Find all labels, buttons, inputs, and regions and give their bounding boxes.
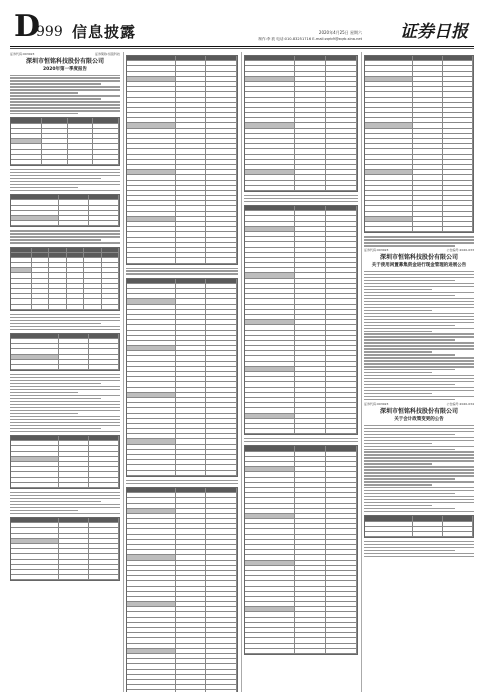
column-divider xyxy=(361,52,362,692)
text-line xyxy=(10,187,78,188)
text-line xyxy=(364,550,455,551)
text-line xyxy=(364,351,432,352)
data-table xyxy=(10,435,120,489)
table-cell xyxy=(89,575,119,580)
text-line xyxy=(364,239,474,240)
table-cell xyxy=(176,471,207,476)
table-grid xyxy=(127,488,237,692)
text-line xyxy=(10,101,120,102)
text-line xyxy=(364,502,474,503)
table-grid xyxy=(11,334,119,370)
text-line xyxy=(364,437,474,438)
text-line xyxy=(10,422,120,423)
text-line xyxy=(10,389,120,390)
text-line xyxy=(364,336,474,337)
table-cell xyxy=(326,186,357,191)
text-line xyxy=(10,380,120,381)
column-2 xyxy=(126,52,238,692)
table-cell xyxy=(127,471,176,476)
text-line xyxy=(364,339,455,340)
text-line xyxy=(10,107,120,108)
body-text-block xyxy=(10,230,120,243)
data-table xyxy=(364,55,474,233)
notice-number: 公告编号:2020-033 xyxy=(446,248,474,253)
text-line xyxy=(364,431,474,432)
text-line xyxy=(10,230,120,231)
table-cell xyxy=(84,305,101,310)
table-grid xyxy=(127,56,237,264)
table-cell xyxy=(102,305,119,310)
text-line xyxy=(10,181,120,182)
text-line xyxy=(10,239,101,240)
text-line xyxy=(10,184,120,185)
table-cell xyxy=(32,305,49,310)
text-line xyxy=(364,463,432,464)
table-cell xyxy=(206,258,237,263)
text-line xyxy=(10,374,120,375)
text-line xyxy=(364,472,474,473)
text-line xyxy=(364,366,474,367)
table-grid xyxy=(245,206,357,434)
text-line xyxy=(364,440,474,441)
table-grid xyxy=(11,436,119,488)
text-line xyxy=(364,434,455,435)
text-line xyxy=(10,498,120,499)
text-line xyxy=(364,316,474,317)
table-cell xyxy=(295,186,326,191)
stock-code: 证券代码:003023 xyxy=(364,402,389,407)
text-line xyxy=(10,242,120,243)
text-line xyxy=(10,326,120,327)
text-line xyxy=(10,492,120,493)
text-line xyxy=(10,428,101,429)
text-line xyxy=(364,283,474,284)
text-line xyxy=(364,556,474,557)
announcement-meta xyxy=(364,402,474,406)
text-line xyxy=(10,431,120,432)
text-line xyxy=(364,357,474,358)
text-line xyxy=(364,393,432,394)
table-cell xyxy=(127,690,176,692)
text-line xyxy=(364,449,455,450)
table-cell xyxy=(59,575,89,580)
text-line xyxy=(364,508,455,509)
text-line xyxy=(10,104,120,105)
text-line xyxy=(10,317,120,318)
text-line xyxy=(10,320,120,321)
text-line xyxy=(364,490,474,491)
text-line xyxy=(364,547,474,548)
body-text-block xyxy=(364,541,474,557)
text-line xyxy=(364,451,474,452)
masthead-rule-thin xyxy=(10,48,474,49)
text-line xyxy=(10,495,120,496)
data-table xyxy=(364,515,474,538)
table-cell xyxy=(68,160,94,165)
table-cell xyxy=(93,160,119,165)
text-line xyxy=(10,407,120,408)
text-line xyxy=(10,314,120,315)
table-cell xyxy=(413,227,443,232)
text-line xyxy=(10,413,78,414)
text-line xyxy=(364,443,432,444)
body-text-block xyxy=(364,236,474,246)
text-line xyxy=(10,190,120,191)
table-cell xyxy=(365,532,413,537)
text-line xyxy=(364,553,474,554)
table-grid xyxy=(365,516,473,537)
text-line xyxy=(10,507,120,508)
text-line xyxy=(364,544,474,545)
body-text-block xyxy=(126,480,238,484)
text-line xyxy=(364,310,432,311)
column-4 xyxy=(364,52,474,692)
table-cell xyxy=(245,649,295,654)
text-line xyxy=(10,92,78,93)
masthead-rule xyxy=(10,46,474,47)
body-text-block xyxy=(364,425,474,513)
section-number: 999 xyxy=(36,24,63,40)
table-cell xyxy=(59,365,89,370)
text-line xyxy=(364,360,474,361)
text-line xyxy=(10,95,120,96)
text-line xyxy=(126,268,238,269)
text-line xyxy=(364,390,474,391)
data-table xyxy=(244,205,358,435)
text-line xyxy=(10,178,101,179)
editor-contact: 制作:李 波 电话:010-83251716 E-mail:zqrb9@zqrb.sina.net xyxy=(258,37,362,41)
table-cell xyxy=(443,532,473,537)
table-cell xyxy=(11,160,42,165)
column-divider xyxy=(123,52,124,692)
text-line xyxy=(10,398,101,399)
text-line xyxy=(10,501,101,502)
text-line xyxy=(364,289,432,290)
text-line xyxy=(364,313,474,314)
text-line xyxy=(10,169,120,170)
text-line xyxy=(10,86,120,87)
text-line xyxy=(126,273,238,274)
text-line xyxy=(10,383,101,384)
column-1 xyxy=(10,52,120,692)
text-line xyxy=(364,369,455,370)
table-cell xyxy=(326,649,357,654)
text-line xyxy=(10,410,120,411)
table-cell xyxy=(176,690,207,692)
text-line xyxy=(10,386,120,387)
text-line xyxy=(126,480,238,481)
text-line xyxy=(364,286,474,287)
text-line xyxy=(10,510,78,511)
table-cell xyxy=(176,258,207,263)
table-cell xyxy=(59,221,89,226)
text-line xyxy=(10,377,120,378)
text-line xyxy=(364,331,432,332)
text-line xyxy=(364,301,474,302)
text-line xyxy=(364,384,455,385)
body-text-block xyxy=(10,75,120,115)
announcement-meta xyxy=(364,248,474,252)
text-line xyxy=(364,295,455,296)
text-line xyxy=(364,487,474,488)
text-line xyxy=(10,75,120,76)
text-line xyxy=(10,395,120,396)
text-line xyxy=(364,363,474,364)
stock-code: 证券代码:003023 xyxy=(10,52,35,56)
table-cell xyxy=(11,575,59,580)
text-line xyxy=(10,77,120,78)
column-3 xyxy=(244,52,358,692)
table-grid xyxy=(127,279,237,476)
table-cell xyxy=(326,429,357,434)
text-line xyxy=(244,441,358,442)
body-text-block xyxy=(10,374,120,432)
text-line xyxy=(364,307,474,308)
text-line xyxy=(10,404,120,405)
text-line xyxy=(364,399,455,400)
table-cell xyxy=(49,305,66,310)
text-line xyxy=(364,304,474,305)
table-cell xyxy=(127,258,176,263)
data-table xyxy=(10,333,120,371)
table-cell xyxy=(42,160,68,165)
body-text-block xyxy=(364,271,474,401)
table-cell xyxy=(11,305,32,310)
text-line xyxy=(364,333,474,334)
newspaper-logo: 证券日报 xyxy=(400,22,468,42)
text-line xyxy=(10,80,120,81)
text-line xyxy=(364,378,474,379)
text-line xyxy=(364,484,432,485)
table-grid xyxy=(11,195,119,226)
text-line xyxy=(364,245,455,246)
text-line xyxy=(126,270,238,271)
announcement-title: 2020年第一季度报告 xyxy=(42,66,88,72)
text-line xyxy=(10,83,101,84)
text-line xyxy=(10,392,78,393)
text-line xyxy=(364,342,474,343)
text-line xyxy=(364,242,474,243)
data-table xyxy=(10,247,120,311)
section-letter: D xyxy=(14,9,41,44)
data-table xyxy=(10,194,120,227)
announcement-title: 关于使用闲置募集资金进行现金管理的进展公告 xyxy=(371,262,467,268)
data-table xyxy=(244,55,358,192)
text-line xyxy=(10,323,101,324)
text-line xyxy=(364,496,474,497)
text-line xyxy=(364,274,474,275)
table-cell xyxy=(365,227,413,232)
table-cell xyxy=(206,690,237,692)
text-line xyxy=(364,505,432,506)
text-line xyxy=(364,425,474,426)
masthead xyxy=(10,10,474,46)
text-line xyxy=(10,425,120,426)
text-line xyxy=(364,428,474,429)
text-line xyxy=(364,325,455,326)
table-grid xyxy=(11,118,119,165)
text-line xyxy=(364,277,474,278)
text-line xyxy=(364,381,474,382)
body-text-block xyxy=(244,195,358,202)
table-cell xyxy=(443,227,473,232)
text-line xyxy=(364,396,474,397)
text-line xyxy=(364,387,474,388)
text-line xyxy=(364,499,474,500)
text-line xyxy=(364,298,474,299)
data-table xyxy=(126,278,238,477)
text-line xyxy=(364,292,474,293)
issue-date: 2020年4月25日 星期六 xyxy=(318,30,362,35)
data-table xyxy=(10,517,120,581)
text-line xyxy=(364,466,474,467)
company-name: 深圳市恒铭科技股份有限公司 xyxy=(25,58,104,65)
announcement-meta xyxy=(10,52,120,56)
table-grid xyxy=(11,518,119,580)
text-line xyxy=(126,483,238,484)
text-line xyxy=(10,419,120,420)
text-line xyxy=(364,280,455,281)
text-line xyxy=(364,345,474,346)
data-table xyxy=(126,487,238,692)
text-line xyxy=(244,201,358,202)
text-line xyxy=(364,375,474,376)
body-text-block xyxy=(10,169,120,191)
text-line xyxy=(244,438,358,439)
text-line xyxy=(364,454,474,455)
table-cell xyxy=(206,471,237,476)
text-line xyxy=(364,236,474,237)
stock-abbr: 证券简称:恒铭科技 xyxy=(94,52,120,56)
company-name: 深圳市恒铭科技股份有限公司 xyxy=(379,408,458,416)
data-table xyxy=(244,445,358,655)
text-line xyxy=(364,511,474,512)
text-line xyxy=(10,236,120,237)
text-line xyxy=(364,319,474,320)
data-table xyxy=(126,55,238,265)
text-line xyxy=(244,198,358,199)
table-grid xyxy=(11,248,119,310)
text-line xyxy=(10,175,120,176)
table-cell xyxy=(11,483,59,488)
table-grid xyxy=(365,56,473,232)
text-line xyxy=(364,481,474,482)
text-line xyxy=(364,457,474,458)
table-cell xyxy=(67,305,84,310)
text-line xyxy=(364,354,455,355)
data-table xyxy=(10,117,120,166)
text-line xyxy=(10,172,120,173)
text-line xyxy=(10,416,120,417)
table-cell xyxy=(89,365,119,370)
text-line xyxy=(10,513,120,514)
text-line xyxy=(364,322,474,323)
section-title: 信息披露 xyxy=(72,23,137,41)
company-name: 深圳市恒铭科技股份有限公司 xyxy=(379,254,458,262)
stock-code: 证券代码:003023 xyxy=(364,248,389,253)
column-divider xyxy=(241,52,242,692)
text-line xyxy=(364,541,474,542)
text-line xyxy=(364,271,474,272)
body-text-block xyxy=(244,438,358,442)
notice-number: 公告编号:2020-034 xyxy=(446,402,474,407)
table-cell xyxy=(89,483,119,488)
text-line xyxy=(244,195,358,196)
text-line xyxy=(364,493,455,494)
table-grid xyxy=(245,446,357,654)
text-line xyxy=(364,475,474,476)
table-cell xyxy=(11,365,59,370)
text-line xyxy=(364,348,474,349)
table-cell xyxy=(11,221,59,226)
text-line xyxy=(364,446,474,447)
text-line xyxy=(10,98,101,99)
table-grid xyxy=(245,56,357,191)
text-line xyxy=(10,504,120,505)
text-line xyxy=(364,328,474,329)
table-cell xyxy=(295,649,326,654)
table-cell xyxy=(89,221,119,226)
text-line xyxy=(10,329,120,330)
text-line xyxy=(10,113,78,114)
announcement-title: 关于会计政策变更的公告 xyxy=(394,416,444,422)
body-text-block xyxy=(10,492,120,514)
text-line xyxy=(364,372,432,373)
text-line xyxy=(10,233,120,234)
text-line xyxy=(10,401,120,402)
table-cell xyxy=(245,186,295,191)
text-line xyxy=(10,110,120,111)
text-line xyxy=(364,469,474,470)
table-cell xyxy=(59,483,89,488)
table-cell xyxy=(413,532,443,537)
table-cell xyxy=(295,429,326,434)
body-text-block xyxy=(126,268,238,275)
table-cell xyxy=(245,429,295,434)
text-line xyxy=(364,460,474,461)
text-line xyxy=(364,478,455,479)
text-line xyxy=(10,89,120,90)
body-text-block xyxy=(10,314,120,330)
